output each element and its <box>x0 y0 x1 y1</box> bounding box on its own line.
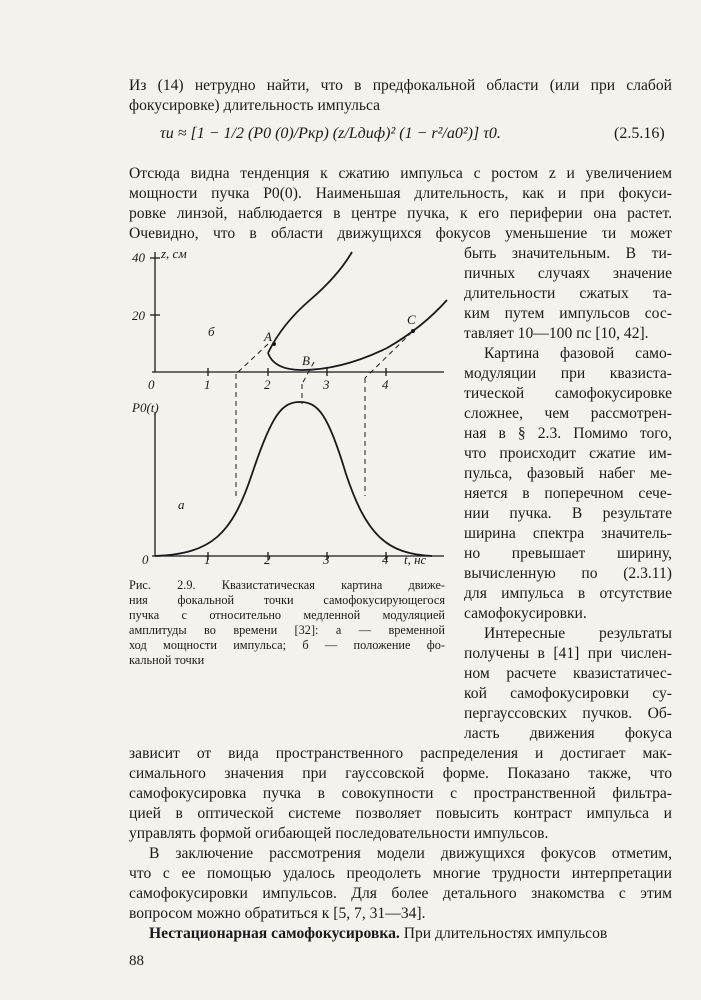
bottom-x-tick-0: 0 <box>142 552 149 567</box>
caption-line: кальной точки <box>129 653 205 667</box>
section-heading: Нестационарная самофокусировка. <box>149 925 400 942</box>
point-a-marker <box>272 342 276 346</box>
caption-line: пучка с относительно медленной модуляцией <box>129 608 445 622</box>
column-line: нии пучка. В результате <box>464 505 672 522</box>
top-x-tick-4: 4 <box>382 377 389 392</box>
column-line: ласть движения фокуса <box>464 725 672 742</box>
bottom-axis-label: P0(t) <box>132 400 159 415</box>
text-line: симального значения при гауссовской форме. Показано также, что <box>129 765 672 782</box>
column-line: модуляции при квазиста- <box>464 365 672 382</box>
column-line: кой самофокусировки су- <box>464 685 672 702</box>
text-line: ровке линзой, наблюдается в центре пучка, к его периферии она растет. <box>129 205 672 222</box>
caption-line: Рис. 2.9. Квазистатическая картина движе- <box>129 578 445 592</box>
column-line: самофокусировки. <box>464 605 587 622</box>
top-x-tick-3: 3 <box>323 377 330 392</box>
column-line: пичных случаях значение <box>464 265 672 282</box>
column-line: Картина фазовой само- <box>484 345 672 362</box>
bottom-x-tick-4: 4 <box>382 552 389 567</box>
column-line: но превышает ширину, <box>464 545 672 562</box>
text-line: мощности пучка P0(0). Наименьшая длительность, как и при фокуси- <box>129 185 672 202</box>
column-line: ширина спектра значитель- <box>464 525 672 542</box>
column-line: тической самофокусировке <box>464 385 672 402</box>
x-axis-label: t, нс <box>404 552 427 567</box>
column-line: пульса, фазовый набег ме- <box>464 465 672 482</box>
column-line: пергауссовских пучков. Об- <box>464 705 672 722</box>
text-line: фокусировке) длительность импульса <box>129 97 381 114</box>
top-x-tick-0: 0 <box>148 377 155 392</box>
top-x-tick-1: 1 <box>204 377 211 392</box>
tick-20: 20 <box>132 308 145 323</box>
text-line: что с ее помощью удалось преодолеть многие трудности интерпретации <box>129 865 672 882</box>
text-line: самофокусировки импульсов. Для более детального знакомства с этим <box>129 885 672 902</box>
column-line: вычисленную по (2.3.11) <box>464 565 672 582</box>
column-line: получены в [41] при числен- <box>464 645 672 662</box>
column-line: няется в поперечном сече- <box>464 485 672 502</box>
section-first-line <box>129 924 672 944</box>
text-line: управлять формой огибающей последовательности импульсов. <box>129 825 549 842</box>
caption-line: ния фокальной точки самофокусирующегося <box>129 593 445 607</box>
column-line: ном расчете квазистатичес- <box>464 665 672 682</box>
text-line: цией в оптической системе позволяет повысить контраст импульса и <box>129 805 672 822</box>
focal-curve-lower <box>268 300 447 370</box>
bottom-x-tick-1: 1 <box>204 552 211 567</box>
column-line: тавляет 10—100 пс [10, 42]. <box>464 325 649 342</box>
equation-number: (2.5.16) <box>614 125 665 142</box>
column-line: что происходит сжатие им- <box>464 445 672 462</box>
panel-a-label: а <box>178 497 185 512</box>
point-b-label: B <box>302 353 310 368</box>
point-c-label: C <box>407 312 416 327</box>
point-a-label: A <box>264 329 272 344</box>
column-line: ная в § 2.3. Помимо того, <box>464 425 672 442</box>
column-line: ким путем импульсов сос- <box>464 305 672 322</box>
column-line: для импульса в отсутствие <box>464 585 672 602</box>
figure-2-9 <box>132 244 462 574</box>
panel-b-label: б <box>208 324 215 339</box>
text-line: самофокусировка пучка в совокупности с пространственной фильтра- <box>129 785 672 802</box>
page-number: 88 <box>129 953 144 969</box>
bottom-x-tick-2: 2 <box>264 552 271 567</box>
formula-2-5-16: τи ≈ [1 − 1/2 (P0 (0)/Pкр) (z/Lдиф)² (1 − r²/a0²)] τ0. <box>160 125 501 142</box>
point-c-marker <box>411 329 415 333</box>
pulse-curve <box>155 402 432 556</box>
focal-curve-upper <box>268 252 352 353</box>
tick-40: 40 <box>132 250 145 265</box>
text-line: зависит от вида пространственного распределения и достигает мак- <box>129 745 672 762</box>
text-line: вопросом можно обратиться к [5, 7, 31—34]. <box>129 905 426 922</box>
column-line: быть значительным. В ти- <box>464 245 672 262</box>
text-line: В заключение рассмотрения модели движущихся фокусов отметим, <box>149 845 672 862</box>
column-line: длительности сжатых та- <box>464 285 672 302</box>
text-line: Очевидно, что в области движущихся фокусов уменьшение τи может <box>129 225 672 242</box>
text-line: Из (14) нетрудно найти, что в предфокальной области (или при слабой <box>129 77 672 94</box>
text-line: Отсюда видна тенденция к сжатию импульса с ростом z и увеличением <box>129 165 672 182</box>
top-axis-label: z, см <box>161 246 187 261</box>
top-x-tick-2: 2 <box>264 377 271 392</box>
column-line: сложнее, чем рассмотрен- <box>464 405 672 422</box>
section-first-line-text: При длительностях импульсов <box>403 925 608 942</box>
caption-line: ход мощности импульса; б — положение фо- <box>129 638 445 652</box>
column-line: Интересные результаты <box>484 625 672 642</box>
bottom-x-tick-3: 3 <box>323 552 330 567</box>
caption-line: амплитуды во времени [32]: а — временной <box>129 623 445 637</box>
